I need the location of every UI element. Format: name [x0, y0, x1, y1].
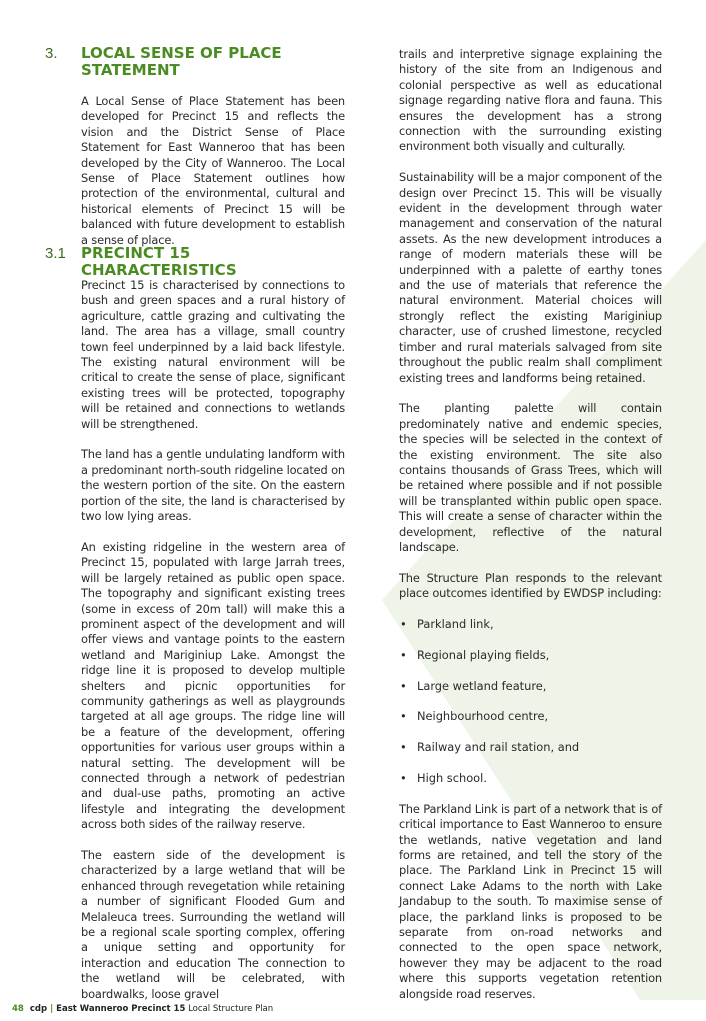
list-item [399, 679, 662, 694]
list-item-text: Regional playing fields, [417, 647, 550, 662]
paragraph: A Local Sense of Place Statement has been developed for Precinct 15 and reflects the vision and the District Sense of Place Statement for East Wanneroo that has been developed by the City of Wanneroo. The Local Sense of Place Statement outlines how protection of the environmental, cultural and historical elements of Precinct 15 will be balanced with future development to establish a sense of place. [81, 94, 345, 247]
section-3-1-heading [45, 245, 351, 279]
bullet-icon: • [400, 770, 407, 785]
section-3-1-body [81, 278, 345, 1002]
paragraph: Sustainability will be a major component of the design over Precinct 15. This will be visually evident in the development through water management and conservation of the natural assets. As the new development introduces a range of modern materials these will be underpinned with a palette of earthy tones and the use of materials that reference the natural environment. Material choices will strongly reflect the existing Mariginiup character, use of crushed limestone, recycled timber and rural materials salvaged from site throughout the public realm shall compliment existing trees and landforms being retained. [399, 170, 662, 385]
place-outcomes-list [399, 617, 662, 786]
bullet-icon: • [400, 678, 407, 693]
section-number: 3. [45, 45, 58, 62]
bullet-icon: • [400, 709, 407, 724]
document-title-rest: Local Structure Plan [188, 1004, 274, 1014]
right-column [399, 47, 662, 1002]
list-item-text: Parkland link, [417, 616, 494, 631]
section-3-heading [45, 45, 311, 79]
page-footer [12, 1004, 273, 1014]
brand-logo-text: cdp [29, 1004, 48, 1014]
section-number: 3.1 [45, 245, 66, 262]
paragraph: The Parkland Link is part of a network that is of critical importance to East Wanneroo to ensure the wetlands, native vegetation and land forms are retained, and tell the story of the place. The Parkland Link in Precinct 15 will connect Lake Adams to the north with Lake Jandabup to the south. To maximise sense of place, the parkland links is proposed to be separate from on-road networks and connected to the open space network, however they may be adjacent to the road where this supports vegetation retention alongside road reserves. [399, 801, 662, 1001]
list-item-text: Large wetland feature, [417, 678, 547, 693]
list-item [399, 648, 662, 663]
paragraph: The eastern side of the development is characterized by a large wetland that will be enhanced through revegetation while retaining a number of significant Flooded Gum and Melaleuca trees. Surrounding the wetland will be a regional scale sporting complex, offering a unique setting and opportunity for interaction and education The connection to the wetland will be celebrated, with boardwalks, loose gravel [81, 847, 345, 1001]
paragraph: trails and interpretive signage explaining the history of the site from an Indigenous and colonial perspective as well as educational signage regarding native flora and fauna. This ensures the development has a strong connection with the surrounding existing environment both visually and culturally. [399, 47, 662, 154]
paragraph: An existing ridgeline in the western area of Precinct 15, populated with large Jarrah trees, will be largely retained as public open space. The topography and significant existing trees (some in excess of 20m tall) will make this a prominent aspect of the development and will offer views and vantage points to the eastern wetland and Mariginiup Lake. Amongst the ridge line it is proposed to develop multiple shelters and picnic opportunities for community gatherings as well as playgrounds targeted at all age groups. The ridge line will be a feature of the development, offering opportunities for various user groups within a natural setting. The development will be connected through a network of pedestrian and dual-use paths, promoting an active lifestyle and integrating the development across both sides of the railway reserve. [81, 539, 345, 832]
list-item [399, 617, 662, 632]
list-item-text: High school. [417, 770, 487, 785]
bullet-icon: • [400, 647, 407, 662]
paragraph: The land has a gentle undulating landform with a predominant north-south ridgeline located on the western portion of the site. On the eastern portion of the site, the land is characterised by two low lying areas. [81, 447, 345, 524]
bullet-icon: • [400, 616, 407, 631]
section-3-body [81, 94, 345, 248]
section-title: LOCAL SENSE OF PLACE STATEMENT [81, 44, 282, 79]
bullet-icon: • [400, 740, 407, 755]
list-item-text: Neighbourhood centre, [417, 709, 549, 724]
footer-separator: | [50, 1004, 54, 1014]
section-title: PRECINCT 15 CHARACTERISTICS [81, 244, 237, 279]
list-item [399, 740, 662, 755]
paragraph: The planting palette will contain predominately native and endemic species, the species will be selected in the context of the existing environment. The site also contains thousands of Grass Trees, which will be retained where possible and if not possible will be transplanted within public open space. This will create a sense of character within the development, reflective of the natural landscape. [399, 401, 662, 554]
list-item [399, 771, 662, 786]
document-title-bold: East Wanneroo Precinct 15 [56, 1004, 186, 1014]
paragraph: Precinct 15 is characterised by connections to bush and green spaces and a rural history of agriculture, cattle grazing and cultivating the land. The area has a village, small country town feel underpinned by a laid back lifestyle. The existing natural environment will be critical to create the sense of place, significant existing trees will be protected, topography will be retained and connections to wetlands will be strengthened. [81, 278, 345, 431]
page-number: 48 [12, 1004, 24, 1014]
list-item-text: Railway and rail station, and [417, 740, 580, 755]
list-item [399, 709, 662, 724]
paragraph: The Structure Plan responds to the relevant place outcomes identified by EWDSP including: [399, 570, 662, 601]
